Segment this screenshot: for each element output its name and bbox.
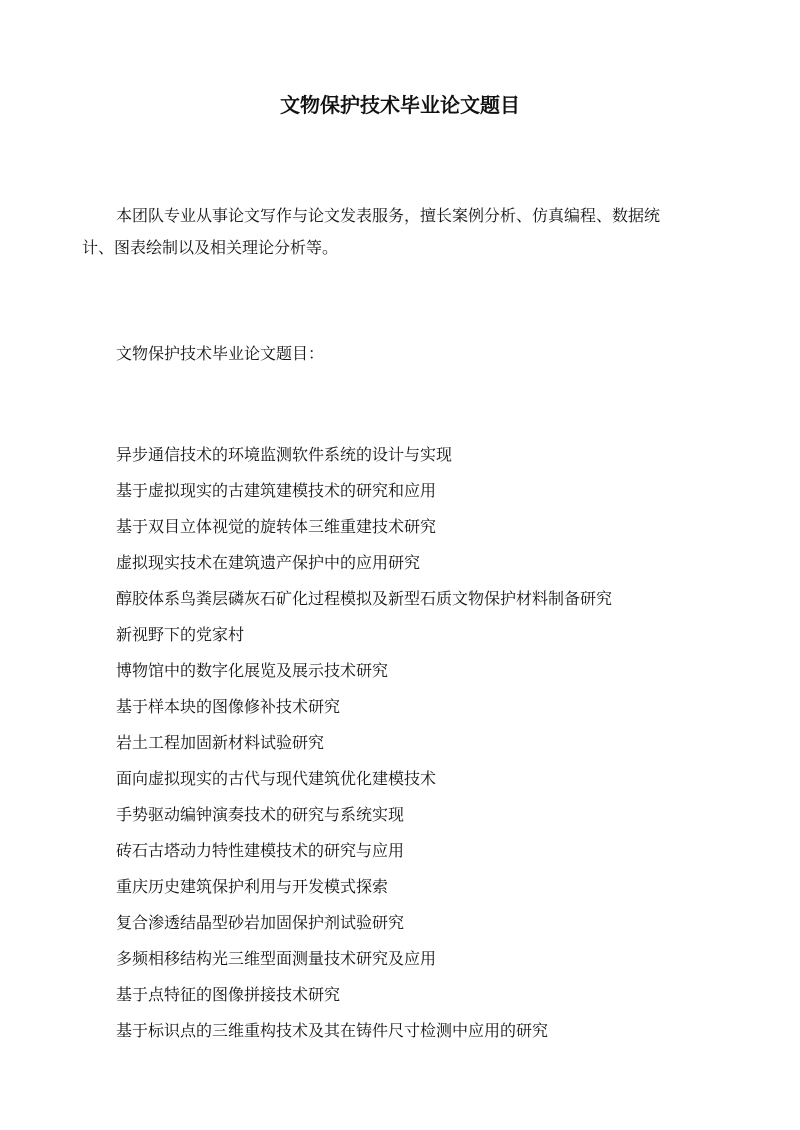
topic-item: 基于样本块的图像修补技术研究 [116, 697, 341, 716]
topic-item: 砖石古塔动力特性建模技术的研究与应用 [116, 841, 405, 860]
topic-item: 多频相移结构光三维型面测量技术研究及应用 [116, 949, 437, 968]
topic-list [116, 437, 756, 1049]
topic-item: 新视野下的党家村 [116, 625, 245, 644]
topic-item: 基于双目立体视觉的旋转体三维重建技术研究 [116, 517, 437, 536]
topic-item: 虚拟现实技术在建筑遗产保护中的应用研究 [116, 553, 421, 572]
document-title: 文物保护技术毕业论文题目 [280, 93, 520, 117]
topic-item: 复合渗透结晶型砂岩加固保护剂试验研究 [116, 913, 405, 932]
topic-item: 异步通信技术的环境监测软件系统的设计与实现 [116, 445, 453, 464]
topic-item: 面向虚拟现实的古代与现代建筑优化建模技术 [116, 769, 437, 788]
topic-item: 岩土工程加固新材料试验研究 [116, 733, 325, 752]
topic-item: 醇胶体系鸟粪层磷灰石矿化过程模拟及新型石质文物保护材料制备研究 [116, 589, 613, 608]
topic-item: 重庆历史建筑保护利用与开发模式探索 [116, 877, 389, 896]
topic-item: 基于点特征的图像拼接技术研究 [116, 985, 341, 1004]
topic-item: 博物馆中的数字化展览及展示技术研究 [116, 661, 389, 680]
section-heading: 文物保护技术毕业论文题目： [116, 344, 325, 363]
topic-item: 基于标识点的三维重构技术及其在铸件尺寸检测中应用的研究 [116, 1021, 549, 1040]
intro-paragraph: 本团队专业从事论文写作与论文发表服务，擅长案例分析、仿真编程、数据统计、图表绘制以及相关理论分析等。 [82, 206, 661, 257]
topic-item: 手势驱动编钟演奏技术的研究与系统实现 [116, 805, 405, 824]
topic-item: 基于虚拟现实的古建筑建模技术的研究和应用 [116, 481, 437, 500]
